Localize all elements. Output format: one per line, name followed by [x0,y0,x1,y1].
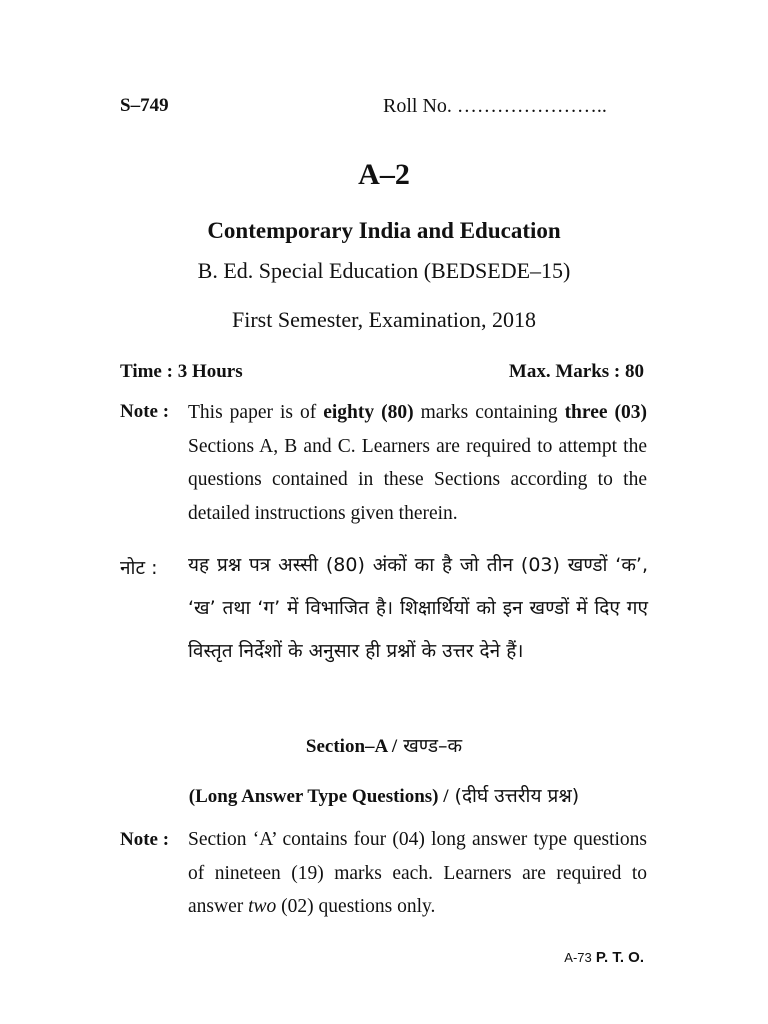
roll-number-field: Roll No. ………………….. [383,95,607,117]
section-a-note-text-2: (02) questions only. [276,896,436,917]
paper-serial-number: S–749 [120,95,169,116]
note-emphasis-sections: three (03) [564,402,647,423]
paper-title: Contemporary India and Education [207,218,561,243]
section-a-note-label: Note : [120,829,170,850]
section-a-type-hi: (दीर्घ उत्तरीय प्रश्न) [448,785,580,807]
time-allowed: Time : 3 Hours [120,361,243,382]
section-a-type-en: (Long Answer Type Questions) / [188,786,449,807]
section-a-type [0,782,768,808]
note-text-2: marks containing [413,402,565,423]
section-a-title-en: Section–A / [305,736,398,757]
programme-name: B. Ed. Special Education (BEDSEDE–15) [197,258,571,283]
section-a-note-text-1: Section ‘A’ contains four (04) long answer type questions of nineteen (19) marks each. Learners are required to answer [188,829,647,917]
paper-code: A–2 [358,158,410,191]
section-a-title-hi: खण्ड–क [397,735,463,757]
note-text-3: Sections A, B and C. Learners are required to attempt the questions contained in these Sections according to the detailed instructions given therein. [188,435,647,524]
note-english [188,396,647,530]
note-emphasis-marks: eighty (80) [323,402,414,423]
pto-label: P. T. O. [591,949,644,966]
semester-line: First Semester, Examination, 2018 [231,307,537,332]
note-hindi-label: नोट : [120,557,158,579]
section-a-heading [0,732,768,758]
note-hindi: यह प्रश्न पत्र अस्सी (80) अंकों का है जो तीन (03) खण्डों ‘क’, ‘ख’ तथा ‘ग’ में विभाजित है। शिक्षार्थियों को इन खण्डों में दिए गए विस्तृत निर्देशों के अनुसार ही प्रश्नों के उत्तर देने हैं। [188,554,648,662]
section-a-note-italic: two [248,896,277,917]
page-footer [564,949,644,967]
note-text-1: This paper is of [188,402,324,423]
page-code: A-73 [564,950,592,965]
section-a-note [188,823,647,924]
max-marks: Max. Marks : 80 [508,361,644,382]
note-label: Note : [120,401,170,422]
